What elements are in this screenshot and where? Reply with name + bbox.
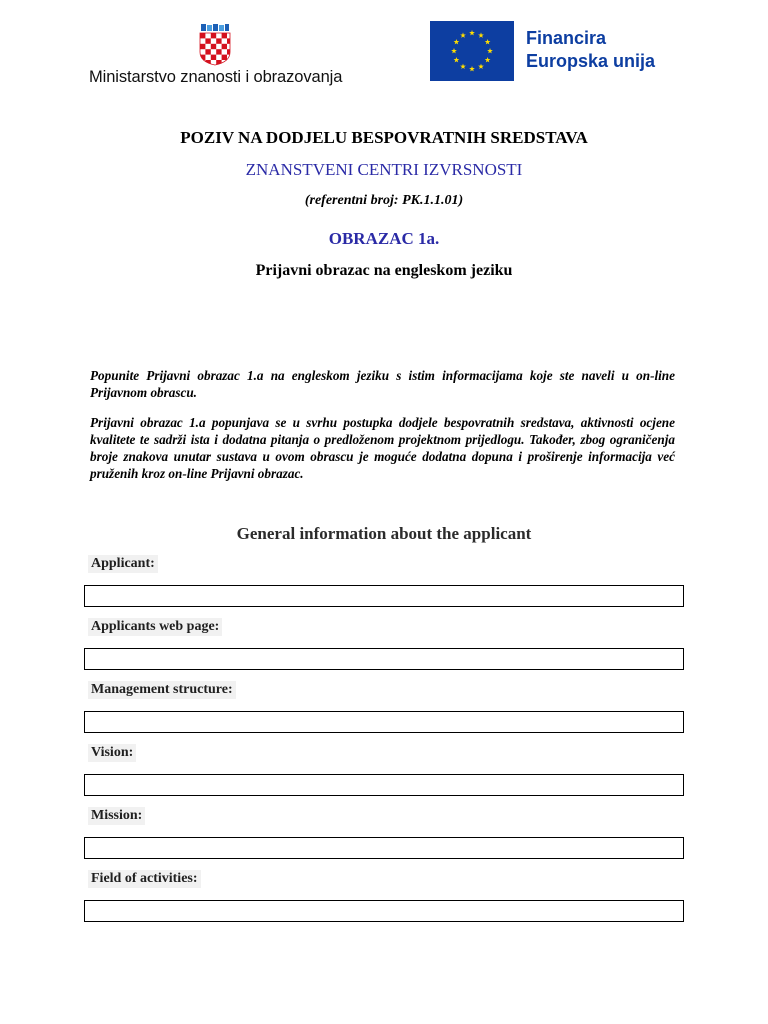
ministry-name: Ministarstvo znanosti i obrazovanja: [89, 68, 343, 86]
field-of-activities-label: Field of activities:: [88, 870, 201, 888]
management-structure-field[interactable]: [84, 711, 684, 733]
applicant-field[interactable]: [84, 585, 684, 607]
web-page-label: Applicants web page:: [88, 618, 222, 636]
form-name: Prijavni obrazac na engleskom jeziku: [255, 262, 513, 279]
instruction-paragraph-2: Prijavni obrazac 1.a popunjava se u svrhu postupka dodjele bespovratnih sredstava, aktivnosti ocjene kvalitete te sadrži ista i dodatna pitanja o predloženom projektnom prijedlogu. Također, zbog ograničenja broje znakova unutar sustava u ovom obrascu je moguće dodatna dopuna i proširenje informacija već pruženih kroz on-line Prijavni obrazac.: [90, 415, 675, 481]
web-page-field[interactable]: [84, 648, 684, 670]
eu-flag-icon: [430, 21, 514, 81]
management-structure-label: Management structure:: [88, 681, 236, 699]
mission-label: Mission:: [88, 807, 145, 825]
document-title: POZIV NA DODJELU BESPOVRATNIH SREDSTAVA: [180, 128, 588, 147]
section-title: General information about the applicant: [236, 524, 532, 543]
vision-label: Vision:: [88, 744, 136, 762]
mission-field[interactable]: [84, 837, 684, 859]
eu-funding-label: [526, 27, 655, 73]
eu-funding-line2: Europska unija: [526, 51, 656, 71]
reference-number: (referentni broj: PK.1.1.01): [304, 193, 464, 208]
field-of-activities-field[interactable]: [84, 900, 684, 922]
croatian-coat-of-arms-icon: [199, 24, 231, 66]
applicant-label: Applicant:: [88, 555, 158, 573]
instruction-paragraph-1: Popunite Prijavni obrazac 1.a na engleskom jeziku s istim informacijama koje ste naveli u on-line Prijavnom obrascu.: [90, 368, 675, 400]
vision-field[interactable]: [84, 774, 684, 796]
document-subtitle: ZNANSTVENI CENTRI IZVRSNOSTI: [245, 160, 523, 179]
form-code: OBRAZAC 1a.: [328, 229, 440, 248]
eu-funding-line1: Financira: [526, 28, 607, 48]
